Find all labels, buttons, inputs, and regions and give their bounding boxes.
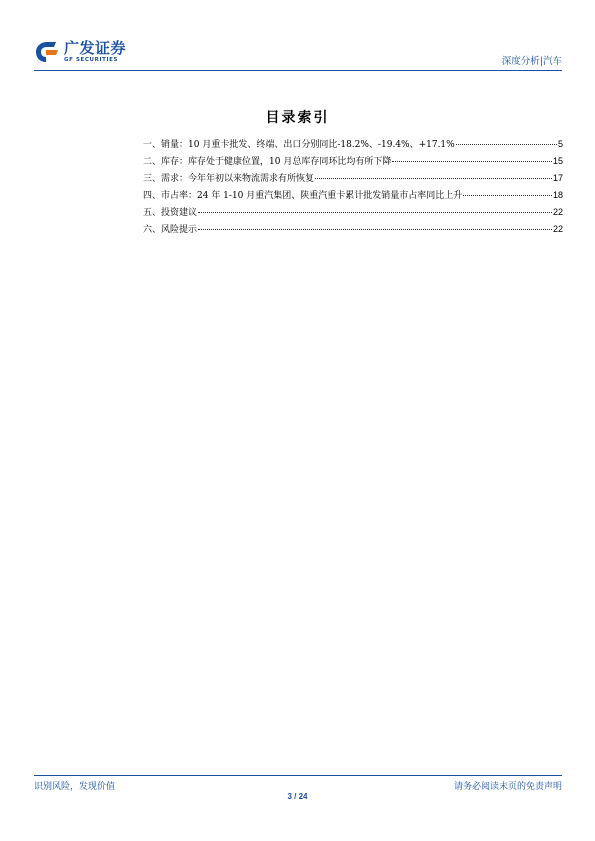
toc-entry-text: 四、市占率：24 年 1-10 月重汽集团、陕重汽重卡累计批发销量市占率同比上升 bbox=[143, 191, 463, 201]
logo-english-name: GF SECURITIES bbox=[64, 56, 119, 63]
toc-entry[interactable] bbox=[143, 137, 563, 154]
toc-entry-page: 5 bbox=[557, 139, 563, 149]
toc-leader-dots bbox=[198, 229, 552, 230]
toc-entry-text: 六、风险提示 bbox=[143, 225, 198, 235]
report-category: 深度分析|汽车 bbox=[501, 56, 562, 67]
header-divider bbox=[34, 70, 562, 71]
toc-leader-dots bbox=[198, 212, 552, 213]
toc-entry-text: 三、需求：今年年初以来物流需求有所恢复 bbox=[143, 174, 315, 184]
toc-leader-dots bbox=[392, 161, 552, 162]
toc-leader-dots bbox=[456, 144, 557, 145]
gf-logo-icon bbox=[34, 40, 60, 64]
toc-entry-text: 二、库存：库存处于健康位置，10 月总库存同环比均有所下降 bbox=[143, 157, 392, 167]
toc-entry[interactable] bbox=[143, 188, 563, 205]
toc-entry-page: 18 bbox=[552, 190, 563, 200]
footer-divider bbox=[34, 775, 562, 776]
footer-slogan: 识别风险，发现价值 bbox=[34, 782, 116, 792]
page-number: 3 / 24 bbox=[287, 792, 308, 801]
toc-leader-dots bbox=[315, 178, 552, 179]
company-logo bbox=[34, 40, 126, 64]
toc-entry-text: 五、投资建议 bbox=[143, 208, 198, 218]
footer-disclaimer-note: 请务必阅读末页的免责声明 bbox=[453, 782, 562, 792]
toc-entry-page: 15 bbox=[552, 156, 563, 166]
toc-entry[interactable] bbox=[143, 171, 563, 188]
toc-entry[interactable] bbox=[143, 222, 563, 239]
toc-entry-page: 22 bbox=[552, 224, 563, 234]
toc-leader-dots bbox=[463, 195, 552, 196]
toc-entry[interactable] bbox=[143, 154, 563, 171]
page-header bbox=[34, 36, 562, 70]
toc-title: 目录索引 bbox=[265, 110, 330, 126]
toc-entry-text: 一、销量：10 月重卡批发、终端、出口分别同比-18.2%、-19.4%、+17.1% bbox=[143, 140, 455, 150]
logo-chinese-name: 广发证券 bbox=[64, 38, 127, 57]
table-of-contents bbox=[143, 137, 563, 239]
toc-entry-page: 17 bbox=[552, 173, 563, 183]
toc-entry-page: 22 bbox=[552, 207, 563, 217]
toc-entry[interactable] bbox=[143, 205, 563, 222]
